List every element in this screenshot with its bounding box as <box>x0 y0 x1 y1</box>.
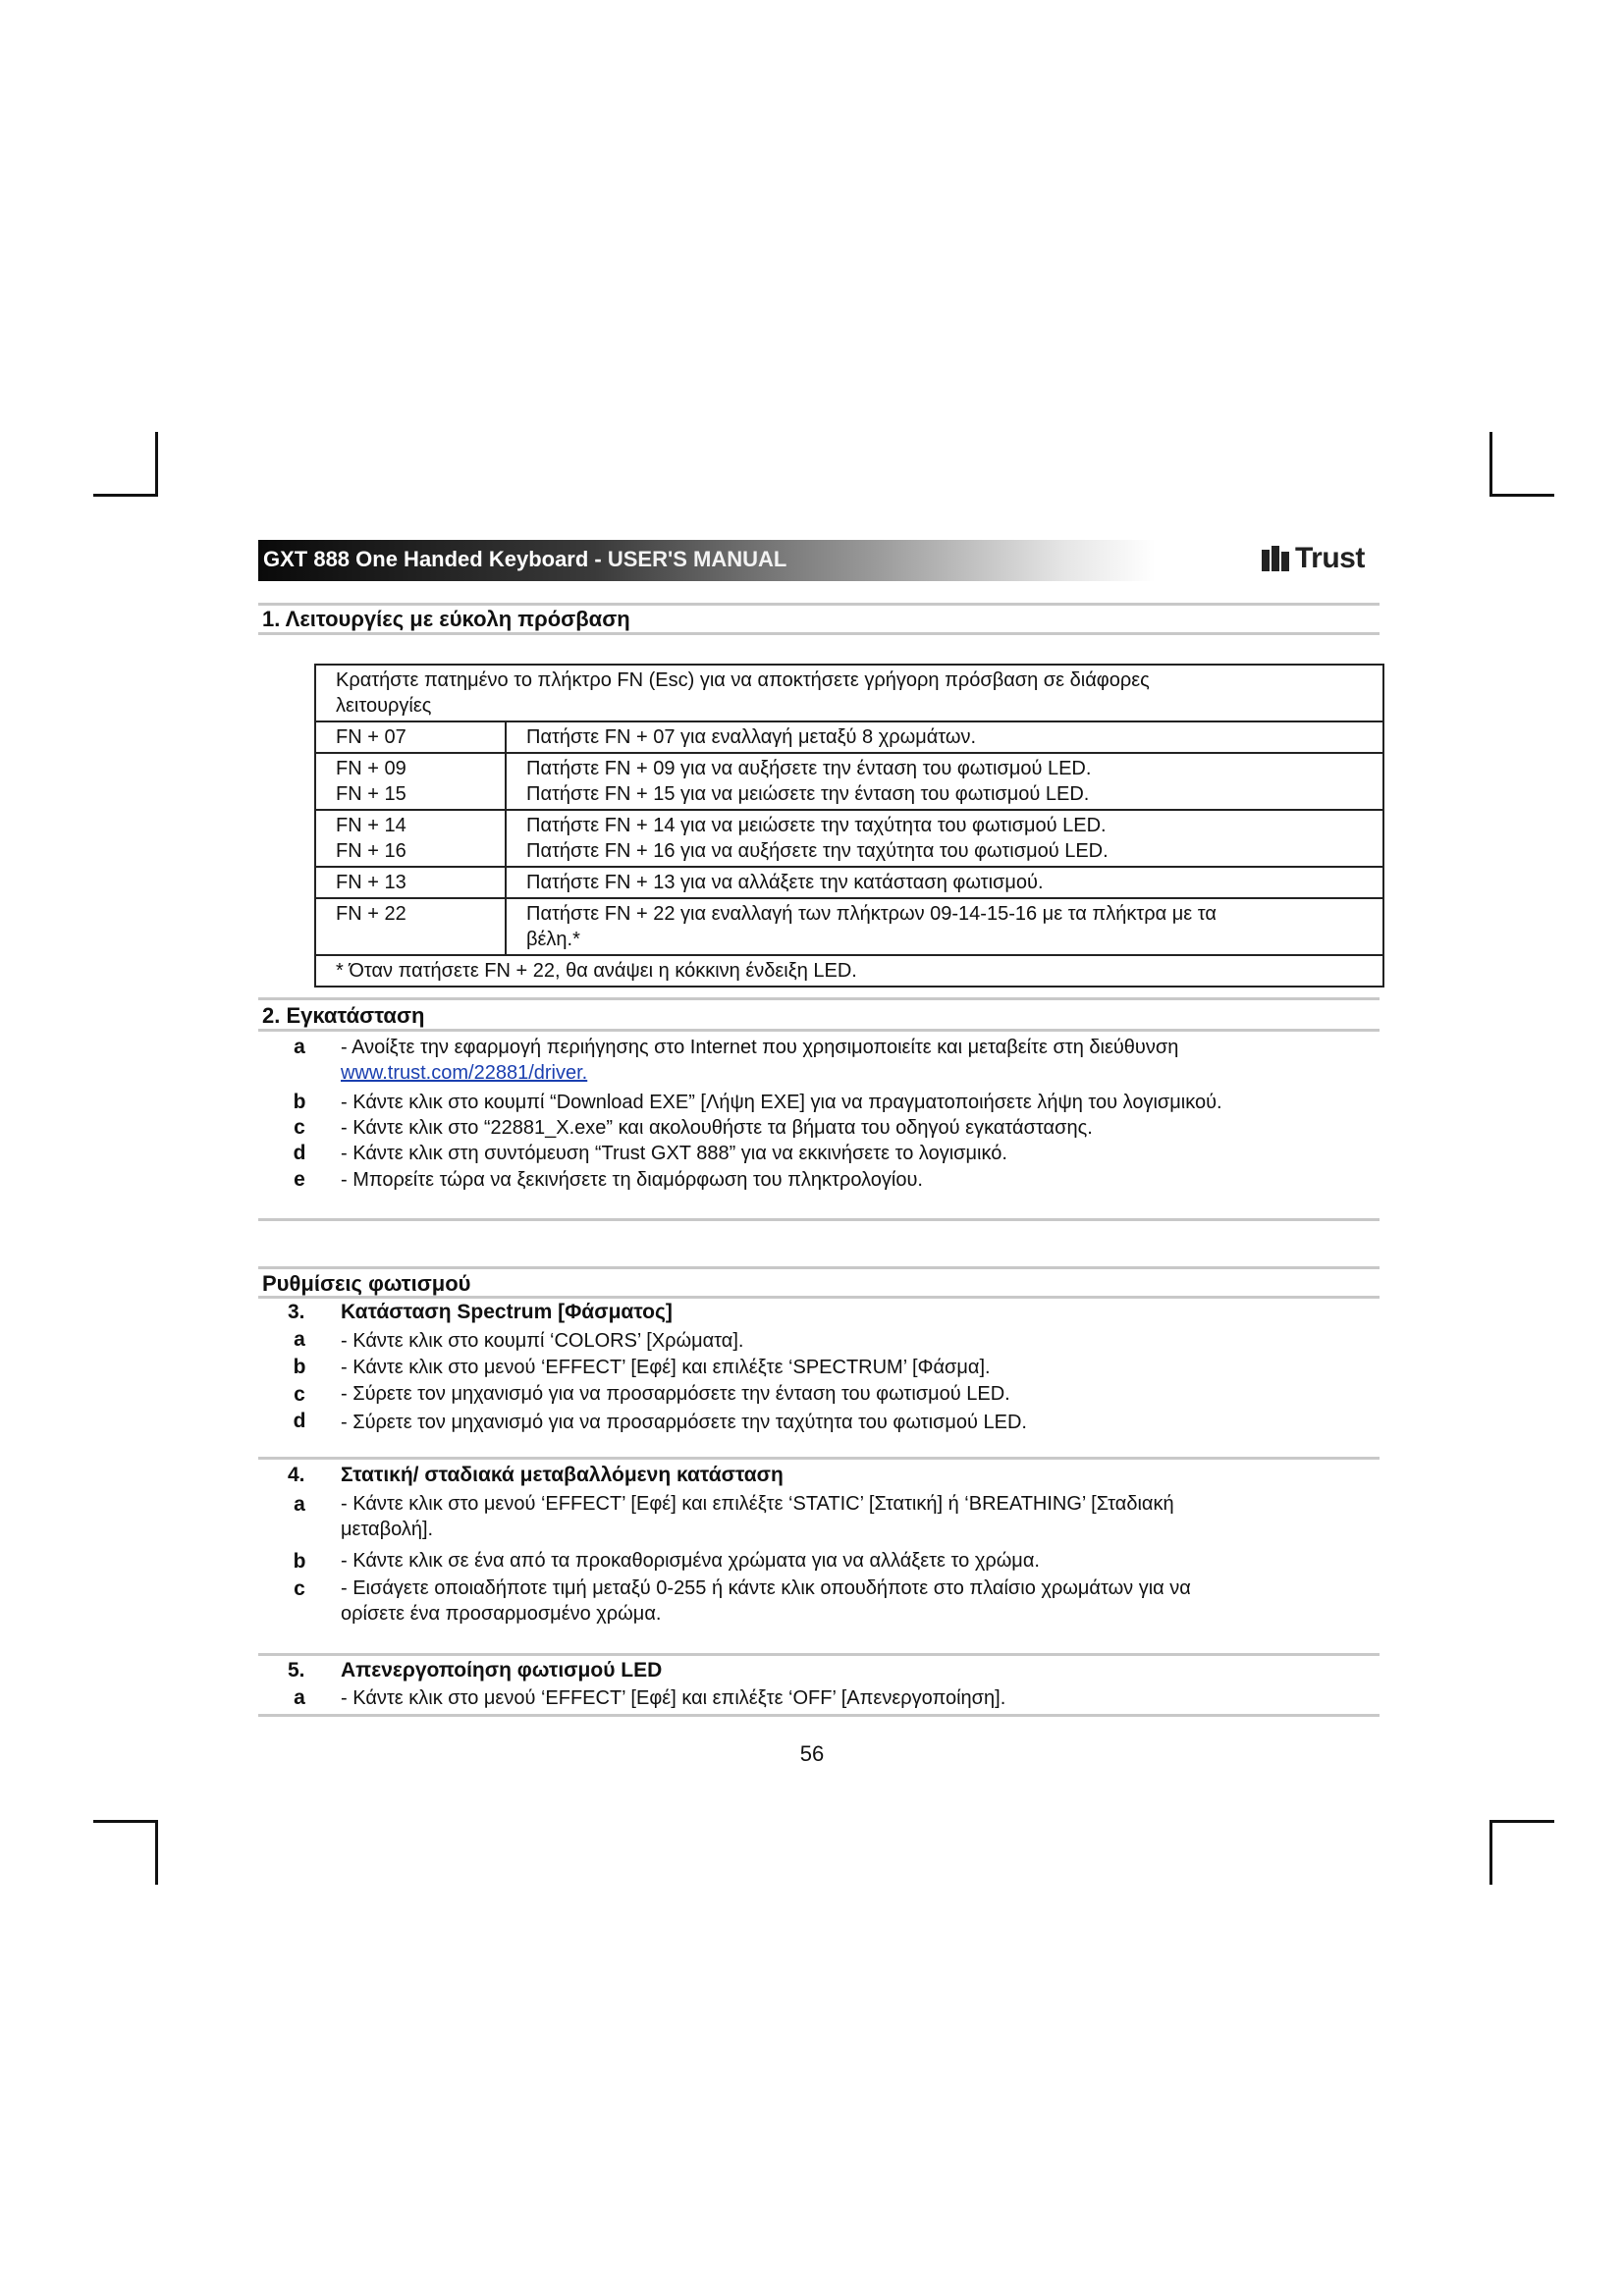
step-letter: c <box>294 1577 305 1600</box>
step-text: - Σύρετε τον μηχανισμό για να προσαρμόσετε την ένταση του φωτισμού LED. <box>341 1383 1010 1405</box>
sub5-title: Απενεργοποίηση φωτισμού LED <box>341 1659 663 1682</box>
fn-key: FN + 09 <box>336 758 406 779</box>
crop-mark-bottom-left-v <box>155 1820 158 1885</box>
divider <box>258 1218 1380 1221</box>
fn-desc: Πατήστε FN + 22 για εναλλαγή των πλήκτρων 09-14-15-16 με τα πλήκτρα με τα <box>526 903 1217 925</box>
step-letter: b <box>293 1356 306 1378</box>
manual-title <box>263 547 786 572</box>
fn-key: FN + 16 <box>336 840 406 862</box>
step-letter: b <box>293 1550 306 1573</box>
step-text: - Κάντε κλικ στο κουμπί “Download EXE” [Λήψη EXE] για να πραγματοποιήσετε λήψη του λογισμικού. <box>341 1092 1222 1113</box>
step-letter: c <box>294 1116 305 1139</box>
trust-logo-text: Trust <box>1295 542 1365 574</box>
step-text: - Κάντε κλικ σε ένα από τα προκαθορισμένα χρώματα για να αλλάξετε το χρώμα. <box>341 1550 1040 1572</box>
table-row <box>315 721 1383 753</box>
crop-mark-top-right-h <box>1489 494 1554 497</box>
manual-title-main: GXT 888 One Handed Keyboard - <box>263 547 608 571</box>
fn-desc: Πατήστε FN + 09 για να αυξήσετε την ένταση του φωτισμού LED. <box>526 758 1092 779</box>
fn-key: FN + 14 <box>336 815 406 836</box>
step-letter: a <box>294 1036 305 1058</box>
step-letter: d <box>293 1410 306 1432</box>
divider <box>258 1714 1380 1717</box>
fn-desc: Πατήστε FN + 13 για να αλλάξετε την κατάσταση φωτισμού. <box>526 872 1044 893</box>
section1-title: 1. Λειτουργίες με εύκολη πρόσβαση <box>262 607 630 631</box>
step-letter: b <box>293 1091 306 1113</box>
step-letter: d <box>293 1142 306 1164</box>
step-letter: a <box>294 1493 305 1516</box>
sub3-number: 3. <box>288 1301 305 1323</box>
table-note: * Όταν πατήσετε FN + 22, θα ανάψει η κόκκινη ένδειξη LED. <box>336 960 857 982</box>
step-text: - Κάντε κλικ στη συντόμευση “Trust GXT 888” για να εκκινήσετε το λογισμικό. <box>341 1143 1007 1164</box>
step-text-line: - Κάντε κλικ στο μενού ‘EFFECT’ [Εφέ] και επιλέξτε ‘STATIC’ [Στατική] ή ‘BREATHING’ [Σταδιακή <box>341 1493 1174 1515</box>
section2-title: 2. Εγκατάσταση <box>262 1003 425 1028</box>
lighting-title: Ρυθμίσεις φωτισμού <box>262 1271 471 1296</box>
step-text: - Μπορείτε τώρα να ξεκινήσετε τη διαμόρφωση του πληκτρολογίου. <box>341 1169 923 1191</box>
table-row <box>315 810 1383 867</box>
crop-mark-bottom-right-h <box>1489 1820 1554 1823</box>
step-text-line: - Ανοίξτε την εφαρμογή περιήγησης στο Internet που χρησιμοποιείτε και μεταβείτε στη διεύθυνση <box>341 1037 1179 1058</box>
table-row <box>315 955 1383 987</box>
step-text: - Σύρετε τον μηχανισμό για να προσαρμόσετε την ταχύτητα του φωτισμού LED. <box>341 1412 1027 1433</box>
step-text: - Κάντε κλικ στο “22881_X.exe” και ακολουθήστε τα βήματα του οδηγού εγκατάστασης. <box>341 1117 1093 1139</box>
step-text-line: - Εισάγετε οποιαδήποτε τιμή μεταξύ 0-255 ή κάντε κλικ οπουδήποτε στο πλαίσιο χρωμάτων για να <box>341 1577 1191 1599</box>
trust-logo <box>1262 542 1365 575</box>
crop-mark-top-right-v <box>1489 432 1492 497</box>
table-intro-line1: Κρατήστε πατημένο το πλήκτρο FN (Esc) για να αποκτήσετε γρήγορη πρόσβαση σε διάφορες <box>336 669 1150 691</box>
fn-desc: Πατήστε FN + 16 για να αυξήσετε την ταχύτητα του φωτισμού LED. <box>526 840 1109 862</box>
step-text: - Κάντε κλικ στο μενού ‘EFFECT’ [Εφέ] και επιλέξτε ‘SPECTRUM’ [Φάσμα]. <box>341 1357 991 1378</box>
fn-desc: Πατήστε FN + 15 για να μειώσετε την ένταση του φωτισμού LED. <box>526 783 1090 805</box>
step-text: - Κάντε κλικ στο κουμπί ‘COLORS’ [Χρώματα]. <box>341 1330 744 1352</box>
fn-shortcuts-table <box>314 664 1384 988</box>
table-row <box>315 753 1383 810</box>
fn-key: FN + 07 <box>336 726 406 748</box>
crop-mark-top-left-h <box>93 494 158 497</box>
trust-logo-mark-icon <box>1262 546 1291 571</box>
fn-key: FN + 15 <box>336 783 406 805</box>
divider <box>258 997 1380 1000</box>
page-number: 56 <box>799 1741 825 1766</box>
step-letter: e <box>294 1168 305 1191</box>
step-text <box>341 1035 1362 1086</box>
fn-key: FN + 22 <box>336 903 406 925</box>
divider <box>258 632 1380 635</box>
manual-subtitle: USER'S MANUAL <box>607 547 787 571</box>
table-row <box>315 867 1383 898</box>
divider <box>258 1296 1380 1299</box>
divider <box>258 1653 1380 1656</box>
step-letter: a <box>294 1328 305 1351</box>
divider <box>258 1457 1380 1460</box>
step-letter: c <box>294 1383 305 1406</box>
step-text <box>341 1575 1362 1627</box>
divider <box>258 603 1380 606</box>
driver-download-link[interactable]: www.trust.com/22881/driver. <box>341 1062 588 1084</box>
table-row <box>315 665 1383 721</box>
sub5-number: 5. <box>288 1659 305 1682</box>
table-intro-line2: λειτουργίες <box>336 695 432 717</box>
fn-key: FN + 13 <box>336 872 406 893</box>
sub4-title: Στατική/ σταδιακά μεταβαλλόμενη κατάσταση <box>341 1464 784 1486</box>
fn-desc: Πατήστε FN + 07 για εναλλαγή μεταξύ 8 χρωμάτων. <box>526 726 977 748</box>
crop-mark-bottom-right-v <box>1489 1820 1492 1885</box>
step-text <box>341 1491 1362 1542</box>
crop-mark-bottom-left-h <box>93 1820 158 1823</box>
step-text-line: ορίσετε ένα προσαρμοσμένο χρώμα. <box>341 1603 662 1625</box>
divider <box>258 1029 1380 1032</box>
table-row <box>315 898 1383 955</box>
sub3-title: Κατάσταση Spectrum [Φάσματος] <box>341 1301 673 1323</box>
step-letter: a <box>294 1686 305 1709</box>
crop-mark-top-left-v <box>155 432 158 497</box>
fn-desc: βέλη.* <box>526 929 580 950</box>
fn-desc: Πατήστε FN + 14 για να μειώσετε την ταχύτητα του φωτισμού LED. <box>526 815 1107 836</box>
step-text-line: μεταβολή]. <box>341 1519 434 1540</box>
divider <box>258 1266 1380 1269</box>
step-text: - Κάντε κλικ στο μενού ‘EFFECT’ [Εφέ] και επιλέξτε ‘OFF’ [Απενεργοποίηση]. <box>341 1687 1006 1709</box>
sub4-number: 4. <box>288 1464 305 1486</box>
